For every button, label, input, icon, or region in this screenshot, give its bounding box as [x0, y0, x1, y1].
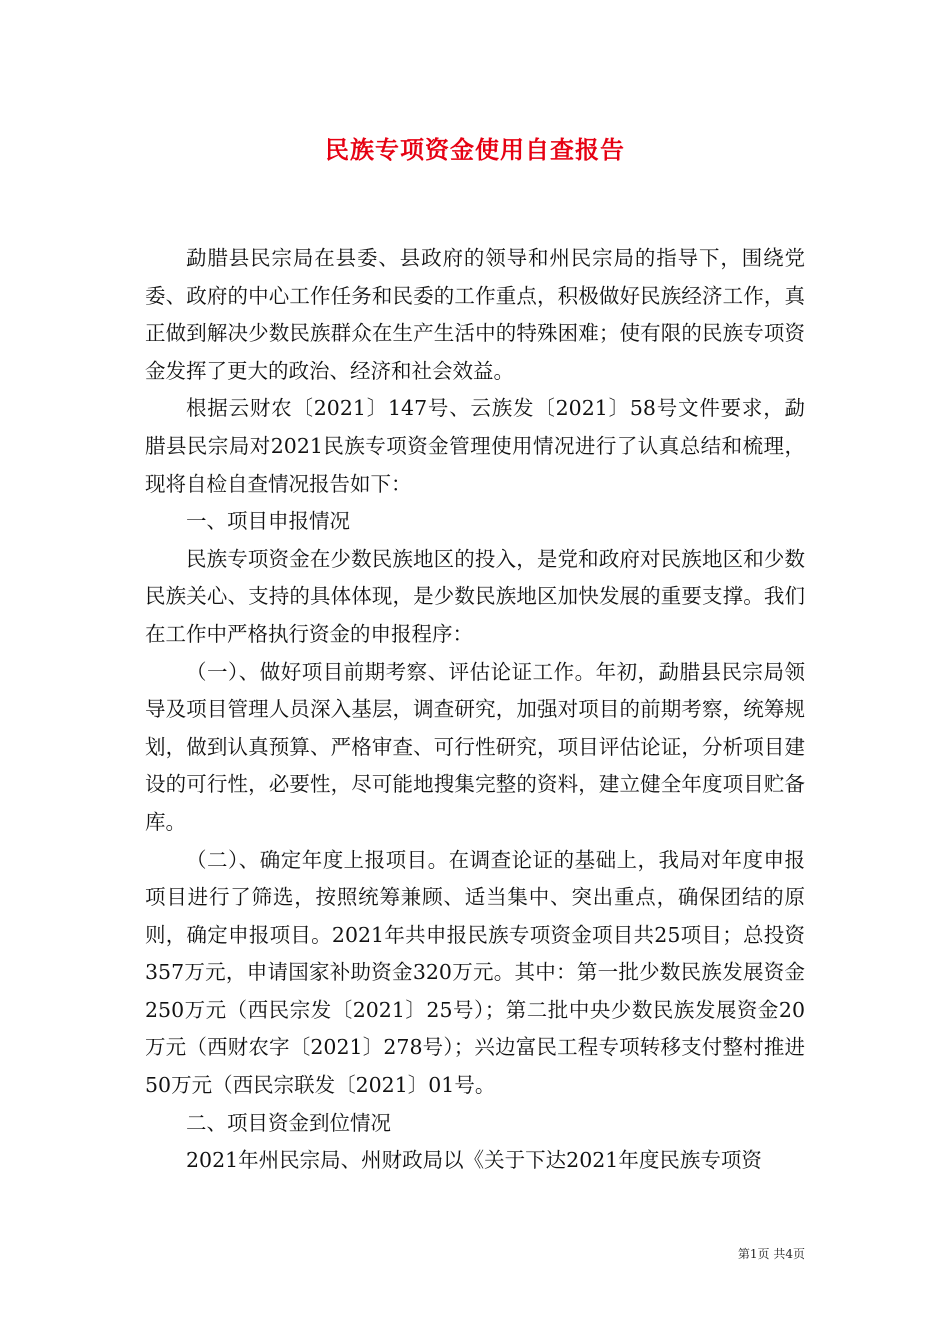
paragraph-subsection-1: （一）、做好项目前期考察、评估论证工作。年初，勐腊县民宗局领导及项目管理人员深入基层，调查研究，加强对项目的前期考察，统筹规划，做到认真预算、严格审查、可行性研究，项目评估论证，分析项目建设的可行性，必要性，尽可能地搜集完整的资料，建立健全年度项目贮备库。	[145, 659, 805, 834]
paragraph-section-2: 2021年州民宗局、州财政局以《关于下达2021年度民族专项资	[186, 1148, 762, 1173]
section-heading-2: 二、项目资金到位情况	[186, 1110, 391, 1135]
paragraph-basis: 根据云财农〔2021〕147号、云族发〔2021〕58号文件要求，勐腊县民宗局对2021民族专项资金管理使用情况进行了认真总结和梳理，现将自检自查情况报告如下：	[145, 396, 805, 496]
document-title: 民族专项资金使用自查报告	[325, 135, 625, 164]
page-number: 第1页 共4页	[737, 1247, 805, 1261]
paragraph-subsection-2: （二）、确定年度上报项目。在调查论证的基础上，我局对年度申报项目进行了筛选，按照统筹兼顾、适当集中、突出重点，确保团结的原则，确定申报项目。2021年共申报民族专项资金项目共25项目；总投资357万元，申请国家补助资金320万元。其中：第一批少数民族发展资金250万元（西民宗发〔2021〕25号）；第二批中央少数民族发展资金20万元（西财农字〔2021〕278号）；兴边富民工程专项转移支付整村推进50万元（西民宗联发〔2021〕01号。	[145, 847, 805, 1098]
paragraph-section-1: 民族专项资金在少数民族地区的投入，是党和政府对民族地区和少数民族关心、支持的具体体现，是少数民族地区加快发展的重要支撑。我们在工作中严格执行资金的申报程序：	[145, 546, 805, 646]
section-heading-1: 一、项目申报情况	[186, 509, 350, 534]
paragraph-intro: 勐腊县民宗局在县委、县政府的领导和州民宗局的指导下，围绕党委、政府的中心工作任务和民委的工作重点，积极做好民族经济工作，真正做到解决少数民族群众在生产生活中的特殊困难；使有限的民族专项资金发挥了更大的政治、经济和社会效益。	[145, 246, 805, 383]
document-body	[145, 240, 805, 1180]
